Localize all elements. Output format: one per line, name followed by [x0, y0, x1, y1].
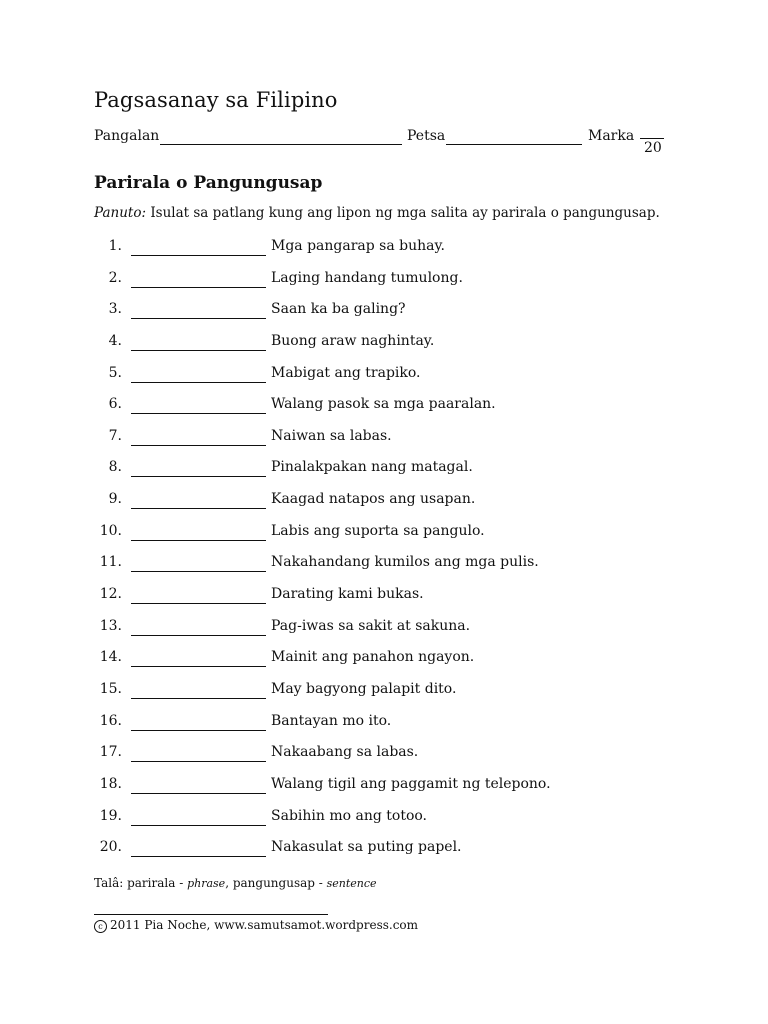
note — [94, 876, 377, 890]
item-number: 16. — [99, 712, 122, 729]
exercise-list — [94, 238, 694, 871]
name-field[interactable] — [160, 144, 402, 145]
note-separator: - — [175, 876, 188, 890]
answer-blank[interactable] — [131, 540, 266, 541]
item-number: 5. — [108, 364, 122, 381]
item-text: Walang tigil ang paggamit ng telepono. — [271, 775, 551, 792]
item-number: 10. — [99, 522, 122, 539]
item-text: Labis ang suporta sa pangulo. — [271, 522, 485, 539]
answer-blank[interactable] — [131, 476, 266, 477]
item-number: 18. — [99, 775, 122, 792]
item-text: Mga pangarap sa buhay. — [271, 238, 446, 254]
exercise-item — [94, 238, 694, 270]
item-number: 20. — [99, 839, 122, 856]
answer-blank[interactable] — [131, 825, 266, 826]
item-text: Kaagad natapos ang usapan. — [271, 491, 476, 508]
answer-blank[interactable] — [131, 856, 266, 857]
item-text: Nakaabang sa labas. — [271, 744, 419, 761]
exercise-item — [94, 428, 694, 460]
score-label: Marka — [588, 128, 635, 144]
item-text: Walang pasok sa mga paaralan. — [271, 396, 496, 413]
exercise-item — [94, 396, 694, 428]
item-number: 9. — [108, 491, 122, 508]
name-label: Pangalan — [94, 128, 160, 144]
exercise-item — [94, 713, 694, 745]
note-translation-2: sentence — [326, 877, 377, 890]
answer-blank[interactable] — [131, 635, 266, 636]
exercise-item — [94, 301, 694, 333]
item-number: 12. — [99, 586, 122, 603]
answer-blank[interactable] — [131, 730, 266, 731]
answer-blank[interactable] — [131, 350, 266, 351]
exercise-item — [94, 776, 694, 808]
exercise-item — [94, 808, 694, 840]
item-text: Mainit ang panahon ngayon. — [271, 649, 475, 666]
item-number: 11. — [99, 554, 122, 571]
answer-blank[interactable] — [131, 666, 266, 667]
copyright-icon: c — [94, 920, 107, 933]
note-translation-1: phrase — [187, 877, 226, 890]
item-text: Darating kami bukas. — [271, 586, 424, 603]
note-comma: , — [225, 876, 233, 890]
answer-blank[interactable] — [131, 603, 266, 604]
item-number: 4. — [108, 332, 122, 349]
exercise-item — [94, 681, 694, 713]
instructions-label: Panuto: — [94, 205, 147, 221]
item-text: Sabihin mo ang totoo. — [271, 807, 428, 824]
item-text: Nakahandang kumilos ang mga pulis. — [271, 554, 539, 571]
answer-blank[interactable] — [131, 508, 266, 509]
score-total: 20 — [644, 140, 662, 156]
note-prefix: Talâ: — [94, 876, 124, 890]
item-text: Mabigat ang trapiko. — [271, 364, 421, 381]
copyright-text: 2011 Pia Noche, www.samutsamot.wordpress.com — [110, 918, 419, 932]
exercise-item — [94, 459, 694, 491]
instructions — [94, 205, 660, 221]
exercise-item — [94, 554, 694, 586]
exercise-item — [94, 365, 694, 397]
answer-blank[interactable] — [131, 382, 266, 383]
answer-blank[interactable] — [131, 571, 266, 572]
item-number: 7. — [108, 427, 122, 444]
item-number: 8. — [108, 459, 122, 476]
exercise-item — [94, 523, 694, 555]
date-field[interactable] — [446, 144, 582, 145]
answer-blank[interactable] — [131, 318, 266, 319]
item-number: 19. — [99, 807, 122, 824]
item-number: 14. — [99, 649, 122, 666]
instructions-text: Isulat sa patlang kung ang lipon ng mga salita ay parirala o pangungusap. — [150, 205, 660, 221]
worksheet-title: Pagsasanay sa Filipino — [94, 88, 338, 112]
answer-blank[interactable] — [131, 255, 266, 256]
item-number: 13. — [99, 617, 122, 634]
item-number: 3. — [108, 301, 122, 318]
item-number: 2. — [108, 269, 122, 286]
exercise-item — [94, 618, 694, 650]
item-number: 6. — [108, 396, 122, 413]
item-number: 1. — [108, 238, 122, 254]
footnote-rule — [94, 914, 328, 915]
exercise-item — [94, 649, 694, 681]
date-label: Petsa — [407, 128, 446, 144]
item-number: 15. — [99, 680, 122, 697]
section-title: Parirala o Pangungusap — [94, 173, 323, 193]
note-separator: - — [314, 876, 327, 890]
exercise-item — [94, 491, 694, 523]
copyright-footer — [94, 918, 418, 933]
answer-blank[interactable] — [131, 761, 266, 762]
exercise-item — [94, 270, 694, 302]
item-text: Saan ka ba galing? — [271, 301, 406, 318]
item-text: Nakasulat sa puting papel. — [271, 839, 462, 856]
score-field[interactable] — [640, 138, 664, 139]
answer-blank[interactable] — [131, 698, 266, 699]
item-text: Buong araw naghintay. — [271, 332, 435, 349]
item-text: Naiwan sa labas. — [271, 427, 392, 444]
item-text: Pag-iwas sa sakit at sakuna. — [271, 617, 471, 634]
answer-blank[interactable] — [131, 413, 266, 414]
exercise-item — [94, 839, 694, 871]
item-text: Laging handang tumulong. — [271, 269, 463, 286]
item-text: May bagyong palapit dito. — [271, 680, 457, 697]
item-text: Pinalakpakan nang matagal. — [271, 459, 473, 476]
item-number: 17. — [99, 744, 122, 761]
answer-blank[interactable] — [131, 793, 266, 794]
note-term-2: pangungusap — [232, 876, 315, 890]
answer-blank[interactable] — [131, 287, 266, 288]
exercise-item — [94, 744, 694, 776]
exercise-item — [94, 333, 694, 365]
note-term-1: parirala — [127, 876, 176, 890]
exercise-item — [94, 586, 694, 618]
answer-blank[interactable] — [131, 445, 266, 446]
item-text: Bantayan mo ito. — [271, 712, 392, 729]
